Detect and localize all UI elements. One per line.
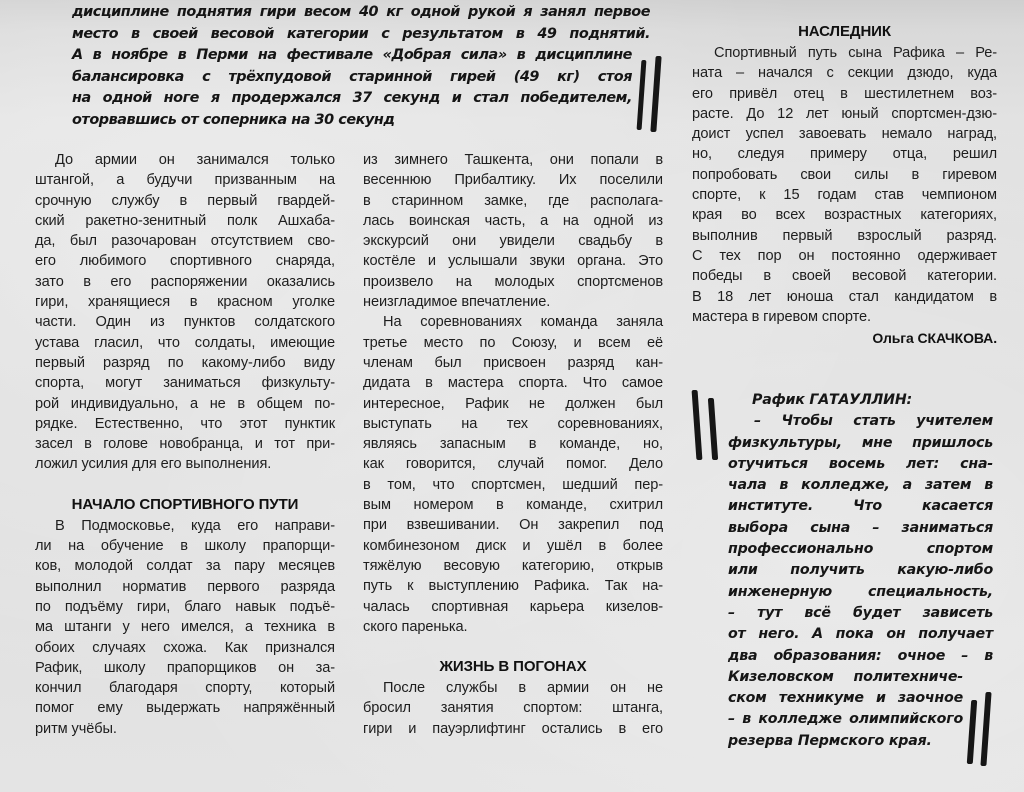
text-line: в том, что спортсмен, шедший пер- [363, 476, 663, 493]
quote-line: отучиться восемь лет: сна- [728, 455, 993, 472]
text-line: рой индивидуально, а не в общем по- [35, 395, 335, 412]
text-line: выполнив первый взрослый разряд. [692, 227, 997, 244]
quote-line: ском техникуме и заочное [728, 690, 963, 707]
text-line: но, следуя примеру отца, решил [692, 146, 997, 163]
text-line: спорта, могут заниматься физкульту- [35, 375, 335, 392]
text-line: Спортивный путь сына Рафика – Ре- [714, 45, 997, 61]
text-line: гири и пауэрлифтинг остались в его [363, 720, 663, 737]
section-heading: ЖИЗНЬ В ПОГОНАХ [439, 658, 587, 676]
text-line: лась воинская часть, а на одной из [363, 212, 663, 229]
text-line: В Подмосковье, куда его направи- [55, 517, 335, 534]
text-line: чалась спортивная карьера кизелов- [363, 598, 663, 615]
text-line: попробовать свои силы в гиревом [692, 166, 997, 183]
side-quote [728, 390, 993, 752]
quote-line: Кизеловском политехниче- [728, 668, 963, 685]
quote-line: два образования: очное – в [728, 647, 993, 664]
text-line: выполнил норматив первого разряда [35, 578, 335, 595]
column-1 [35, 150, 335, 739]
text-line: третье место по Союзу, и всем её [363, 334, 663, 351]
text-line: устава гласил, что солдаты, имеющие [35, 334, 335, 351]
quote-line: профессионально спортом [728, 541, 993, 558]
text-line: срочную службу в первый гвардей- [35, 192, 335, 209]
text-line: ната – начался с секции дзюдо, куда [692, 65, 997, 82]
quote-line: – Чтобы стать учителем [754, 413, 993, 430]
quote-open-icon [690, 390, 726, 462]
quote-line: выбора сына – заниматься [728, 519, 993, 536]
quote-line: чала в колледже, а затем в [728, 477, 993, 494]
quote-close-icon [966, 690, 996, 768]
lead-quote-line: А в ноябре в Перми на фестивале «Добрая сила» в дисциплине [72, 47, 632, 64]
lead-quote-line: место в своей весовой категории с результатом в 49 поднятий. [72, 25, 650, 42]
section-heading: НАСЛЕДНИК [798, 23, 891, 40]
text-line: помог ему выдержать напряжённый [35, 700, 335, 717]
text-line: бросил занятия спортом: штанга, [363, 700, 663, 717]
quote-line: инженерную специальность, [728, 583, 993, 600]
text-line: выступать на тех соревнованиях, [363, 415, 663, 432]
section-heading: НАЧАЛО СПОРТИВНОГО ПУТИ [71, 495, 299, 513]
text-line: весеннюю Прибалтику. Их поселили [363, 172, 663, 189]
text-line: ложил усилия для его выполнения. [35, 456, 272, 473]
quote-close-icon [636, 56, 666, 132]
text-line: из зимнего Ташкента, они попали в [363, 152, 663, 168]
text-line: На соревнованиях команда заняла [383, 314, 663, 331]
text-line: До армии он занимался только [55, 152, 335, 168]
text-line: как говорится, случай помог. Дело [363, 456, 663, 473]
text-line: спорте, к 15 годам став чемпионом [692, 187, 997, 204]
quote-line: институте. Что касается [728, 498, 993, 515]
text-line: штангой, а будучи призванным на [35, 172, 335, 189]
text-line: ского паренька. [363, 618, 468, 635]
text-line: ритм учёбы. [35, 720, 117, 737]
text-line: ма штанги у него имелся, а техника в [35, 619, 335, 636]
quote-line: или получить какую-либо [728, 562, 993, 579]
lead-quote-line: на одной ноге я продержался 37 секунд и стал победителем, [72, 90, 632, 107]
paragraph [692, 43, 997, 327]
text-line: его любимого спортивного снаряда, [35, 253, 335, 270]
text-line: расте. До 12 лет юный спортсмен-дзю- [692, 105, 997, 122]
text-line: неизгладимое впечатление. [363, 294, 551, 311]
lead-quote-line: оторвавшись от соперника на 30 секунд [72, 111, 395, 128]
text-line: гири, хранящиеся в красном уголке [35, 294, 335, 311]
text-line: рядке. Естественно, что этот пунктик [35, 415, 335, 432]
text-line: ли на обучение в школу прапорщи- [35, 538, 335, 555]
text-line: зато в его распоряжении оказались [35, 273, 335, 290]
text-line: дидата в мастера спорта. Что самое [363, 375, 663, 392]
column-3 [692, 22, 997, 348]
text-line: кончил благодаря спорту, который [35, 680, 335, 697]
lead-quote-line: балансировка с трёхпудовой старинной гирей (49 кг) стоя [72, 68, 632, 85]
text-line: да, был разочарован отсутствием сво- [35, 233, 335, 250]
text-line: членам был присвоен разряд кан- [363, 354, 663, 371]
text-line: мастера в гиревом спорте. [692, 308, 871, 325]
text-line: В 18 лет юноша стал кандидатом в [692, 288, 997, 305]
text-line: его привёл отец в шестилетнем воз- [692, 85, 997, 102]
text-line: края во всех возрастных категориях, [692, 207, 997, 224]
text-line: комбинезоном диск и ушёл в более [363, 537, 663, 554]
text-line: костёле и услышали звуки органа. Это [363, 253, 663, 270]
paragraph [363, 150, 663, 312]
text-line: доист успел завоевать немало наград, [692, 126, 997, 143]
text-line: интересное, Рафик не должен был [363, 395, 663, 412]
paragraph [35, 150, 335, 475]
text-line: по подъёму гири, благо навык подъё- [35, 598, 335, 615]
quote-line: – в колледже олимпийского [728, 711, 963, 728]
text-line: вым номером в команде, схитрил [363, 497, 663, 514]
quote-speaker: Рафик ГАТАУЛЛИН: [752, 392, 912, 408]
quote-line: – тут всё будет зависеть [728, 604, 993, 621]
text-line: ков, молодой солдат за пару месяцев [35, 558, 335, 575]
column-2 [363, 150, 663, 739]
paragraph [363, 678, 663, 739]
paragraph [35, 516, 335, 739]
paragraph [363, 312, 663, 637]
text-line: тяжёлую весовую категорию, открыв [363, 557, 663, 574]
text-line: С тех пор он постоянно одерживает [692, 247, 997, 264]
text-line: части. Один из пунктов солдатского [35, 314, 335, 331]
text-line: экскурсий они увидели свадьбу в [363, 233, 663, 250]
lead-quote [72, 2, 662, 132]
text-line: После службы в армии он не [383, 680, 663, 697]
text-line: являясь запасным в команде, но, [363, 436, 663, 453]
text-line: победы в своей весовой категории. [692, 268, 997, 285]
text-line: при взвешивании. Он закрепил под [363, 517, 663, 534]
text-line: произвело на молодых спортсменов [363, 273, 663, 290]
text-line: путь к выступлению Рафика. Так на- [363, 578, 663, 595]
lead-quote-line: дисциплине поднятия гири весом 40 кг одной рукой я занял первое [72, 4, 650, 20]
text-line: первый разряд по какому-либо виду [35, 354, 335, 371]
author-signature: Ольга СКАЧКОВА. [872, 330, 997, 347]
text-line: в старинном замке, где располага- [363, 192, 663, 209]
quote-line: физкультуры, мне пришлось [728, 434, 993, 451]
text-line: Рафик, школу прапорщиков он за- [35, 659, 335, 676]
quote-line: резерва Пермского края. [728, 732, 932, 749]
quote-line: от него. А пока он получает [728, 626, 993, 643]
text-line: засел в голове новобранца, и тот при- [35, 436, 335, 453]
text-line: обоих случаях схожа. Как признался [35, 639, 335, 656]
text-line: ский ракетно-зенитный полк Ашхаба- [35, 212, 335, 229]
